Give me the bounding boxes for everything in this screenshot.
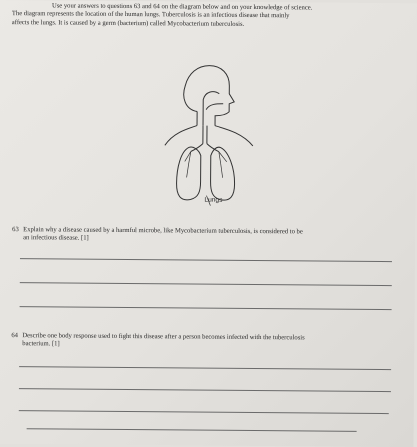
question-text-cont: bacterium.: [22, 341, 50, 348]
answer-line[interactable]: [19, 388, 391, 392]
question-text: Describe one body response used to fight this disease after a person becomes infected with the tuberculosis: [22, 332, 304, 341]
nasal-airway: [203, 92, 219, 126]
shoulder-outline: [165, 125, 253, 146]
question-63: [12, 226, 303, 245]
intro-line-2: The diagram represents the location of the human lungs. Tuberculosis is an infectious disease that mainly: [12, 11, 404, 22]
human-lungs-diagram: [158, 59, 259, 210]
answer-line[interactable]: [20, 306, 392, 310]
question-text-cont: an infectious disease.: [23, 235, 79, 242]
answer-line[interactable]: [19, 410, 389, 414]
right-lung: [210, 147, 234, 200]
answer-line[interactable]: [20, 258, 392, 262]
oral-airway: [206, 104, 223, 110]
answer-line[interactable]: [20, 282, 392, 286]
question-number: 64: [11, 332, 22, 340]
intro-line-1: Use your answers to questions 63 and 64 on the diagram below and on your knowledge of science.: [12, 2, 404, 13]
intro-text: [12, 2, 404, 30]
answer-line[interactable]: [19, 366, 391, 370]
question-number: 63: [12, 226, 23, 234]
marks: [1]: [52, 341, 60, 348]
head-outline: [184, 65, 235, 125]
lungs-label: Lungs: [204, 197, 222, 204]
answer-line[interactable]: [27, 428, 357, 432]
intro-line-3: affects the lungs. It is caused by a germ (bacterium) called Mycobacterium tuberculosis.: [12, 19, 404, 30]
lung-branches: [185, 151, 227, 177]
marks: [1]: [81, 235, 89, 242]
question-64: [11, 332, 304, 351]
question-text: Explain why a disease caused by a harmful microbe, like Mycobacterium tuberculosis, is considered to be: [23, 226, 303, 235]
trachea: [203, 126, 207, 144]
